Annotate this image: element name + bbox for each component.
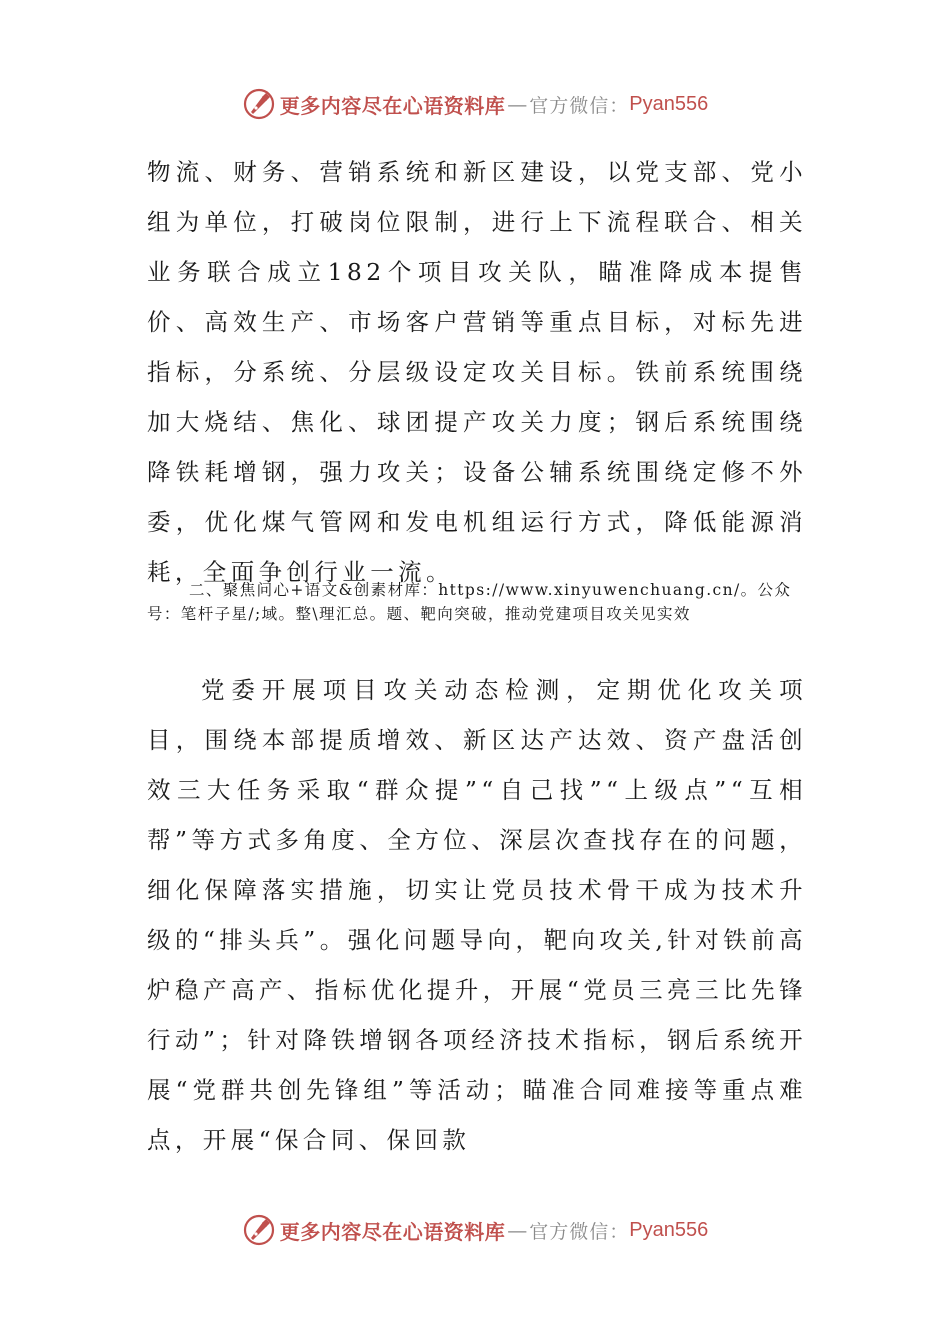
- banner-dash: —: [507, 1218, 528, 1242]
- banner-main-text: 更多内容尽在心语资料库: [279, 1219, 506, 1244]
- banner-main-text: 更多内容尽在心语资料库: [279, 93, 506, 118]
- banner-wechat-id: Pyan556: [629, 1218, 709, 1241]
- body-paragraph-2: 党委开展项目攻关动态检测，定期优化攻关项目，围绕本部提质增效、新区达产达效、资产盘活创效三大任务采取“群众提”“自己找”“上级点”“互相帮”等方式多角度、全方位、深层次查找存在的问题，细化保障落实措施，切实让党员技术骨干成为技术升级的“排头兵”。强化问题导向，靶向攻关,针对铁前高炉稳产高产、指标优化提升，开展“党员三亮三比先锋行动”；针对降铁增钢各项经济技术指标，钢后系统开展“党群共创先锋组”等活动；瞄准合同难接等重点难点，开展“保合同、保回款: [147, 676, 807, 1154]
- banner-wechat-id: Pyan556: [629, 92, 709, 115]
- banner-wechat-label: 官方微信：: [529, 1220, 630, 1243]
- pen-nib-icon: [242, 1213, 276, 1247]
- section-heading: 二、聚焦问心+语文&创素材库：https://www.xinyuwenchuang.cn/。公众号：笔杆子星/;域。整\理汇总。题、靶向突破，推动党建项目攻关见实效: [147, 581, 792, 623]
- header-watermark-banner: [0, 84, 950, 124]
- footer-watermark-banner: [0, 1210, 950, 1250]
- banner-wechat-label: 官方微信：: [529, 94, 630, 117]
- pen-nib-icon: [242, 87, 276, 121]
- body-paragraph-1: 物流、财务、营销系统和新区建设，以党支部、党小组为单位，打破岗位限制，进行上下流程联合、相关业务联合成立182个项目攻关队，瞄准降成本提售价、高效生产、市场客户营销等重点目标，对标先进指标，分系统、分层级设定攻关目标。铁前系统围绕加大烧结、焦化、球团提产攻关力度；钢后系统围绕降铁耗增钢，强力攻关；设备公辅系统围绕定修不外委，优化煤气管网和发电机组运行方式，降低能源消耗，全面争创行业一流。: [147, 158, 807, 586]
- banner-dash: —: [507, 92, 528, 116]
